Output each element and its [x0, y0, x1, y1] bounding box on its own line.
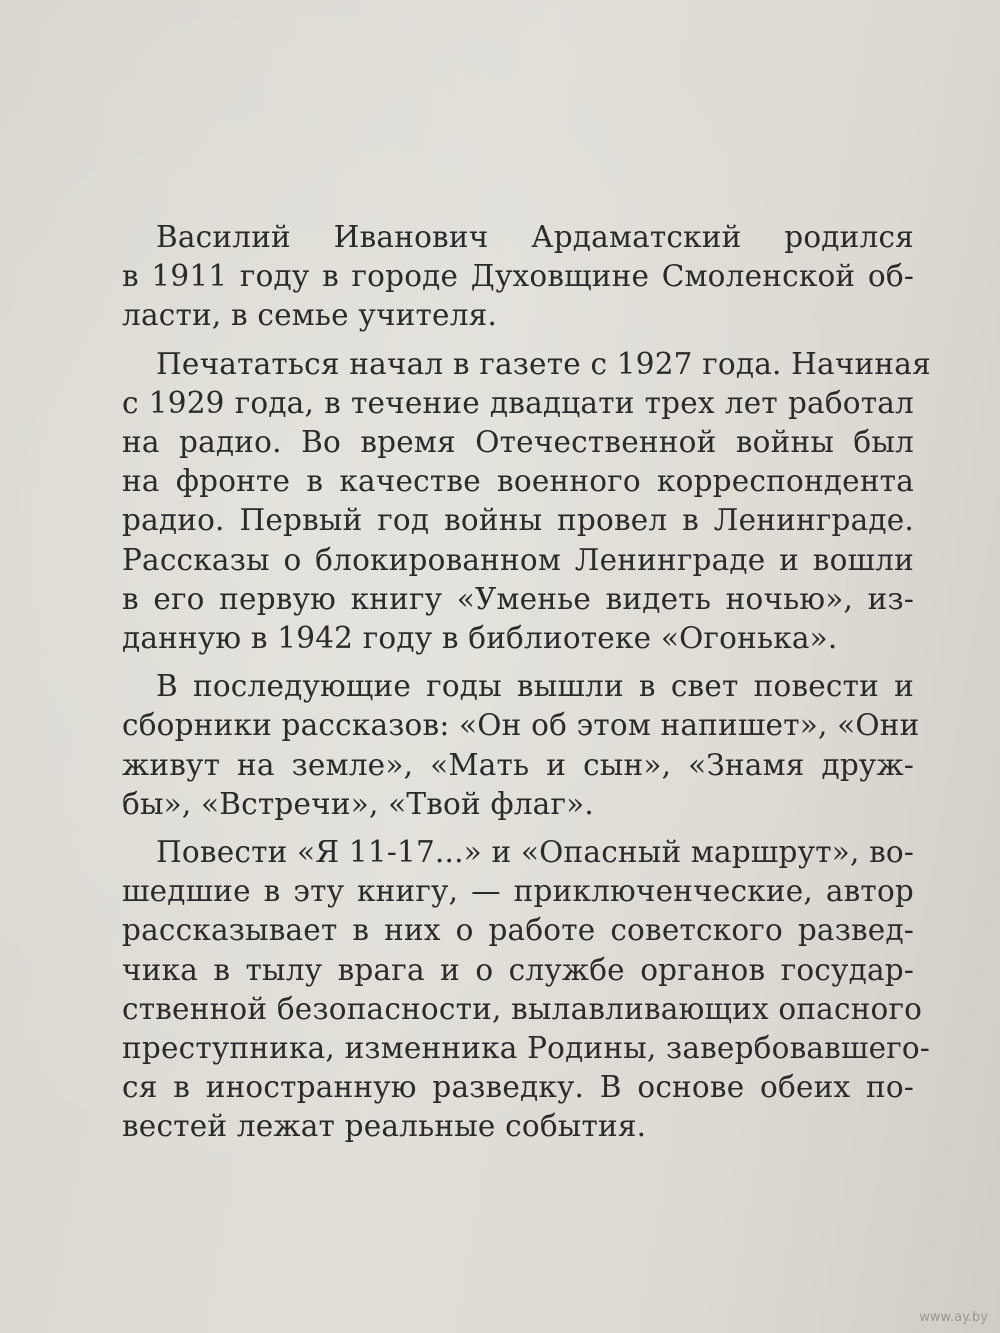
text-line: шедшие в эту книгу, — приключенческие, автор	[122, 874, 914, 909]
text-line: ся в иностранную разведку. В основе обеих по-	[122, 1070, 914, 1105]
paragraph-birth	[88, 218, 914, 336]
text-line: Василий Иванович Ардаматский родился	[156, 220, 914, 254]
text-line: преступника, изменника Родины, завербовавшего-	[122, 1031, 931, 1066]
text-line: бы», «Встречи», «Твой флаг».	[122, 786, 594, 821]
text-line: вестей лежат реальные события.	[122, 1109, 647, 1144]
text-line: с 1929 года, в течение двадцати трех лет работал	[122, 385, 914, 420]
text-line: радио. Первый год войны провел в Ленинграде.	[122, 503, 914, 538]
text-line: Повести «Я 11-17...» и «Опасный маршрут», во-	[156, 835, 915, 870]
text-line: в 1911 году в городе Духовщине Смоленской об-	[122, 259, 914, 294]
text-line: на радио. Во время Отечественной войны был	[122, 425, 914, 460]
watermark-text: www.ay.by	[919, 1310, 988, 1325]
text-line: В последующие годы вышли в свет повести и	[156, 669, 914, 704]
text-line: в его первую книгу «Уменье видеть ночью», из-	[122, 581, 914, 616]
text-line: живут на земле», «Мать и сын», «Знамя друж-	[122, 747, 914, 782]
text-line: ласти, в семье учителя.	[122, 298, 498, 333]
paragraph-career	[88, 345, 931, 659]
text-line: рассказывает в них о работе советского развед-	[122, 913, 914, 948]
text-line: данную в 1942 году в библиотеке «Огонька».	[122, 621, 838, 656]
text-line: сборники рассказов: «Он об этом напишет», «Они	[122, 708, 920, 743]
paragraph-book	[88, 833, 931, 1147]
biography-text	[88, 218, 931, 1156]
text-line: ственной безопасности, вылавливающих опасного	[122, 991, 923, 1026]
text-line: на фронте в качестве военного корреспондента	[122, 464, 914, 499]
text-line: Печататься начал в газете с 1927 года. Начиная	[156, 346, 931, 381]
text-line: Рассказы о блокированном Ленинграде и вошли	[122, 542, 914, 577]
text-line: чика в тылу врага и о службе органов государ-	[122, 952, 914, 987]
paragraph-works	[88, 667, 920, 824]
